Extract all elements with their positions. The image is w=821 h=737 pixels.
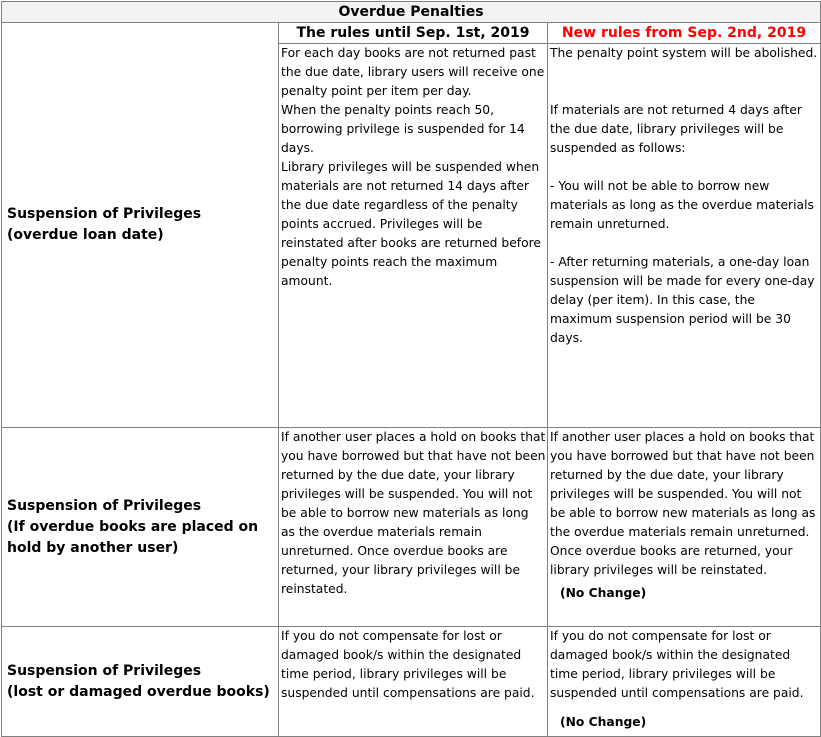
row-label-line: (lost or damaged overdue books) [7, 683, 270, 700]
table-title: Overdue Penalties [2, 2, 821, 23]
row-label-line: hold by another user) [7, 539, 179, 556]
paragraph: The penalty point system will be abolished. [550, 46, 818, 60]
old-rules-lost-or-damaged [279, 627, 548, 737]
paragraph: If another user places a hold on books that you have borrowed but that have not been returned by the due date, your library privileges will be suspended. You will not be able to borrow new materials as long as the overdue materials remain unreturned. Once overdue books are returned, your library privileges will be reinstated. [281, 430, 546, 596]
overdue-penalties-table [1, 1, 821, 737]
paragraph: If you do not compensate for lost or damaged book/s within the designated time period, library privileges will be suspended until compensations are paid. [281, 629, 535, 700]
row-label-line: Suspension of Privileges [7, 662, 202, 679]
row-label-hold-by-another-user [2, 428, 279, 627]
row-label-line: Suspension of Privileges [7, 497, 202, 514]
row-label-line: (If overdue books are placed on [7, 518, 259, 535]
old-rules-hold-by-another-user [279, 428, 548, 627]
new-rules-lost-or-damaged [548, 627, 821, 737]
header-old-rules: The rules until Sep. 1st, 2019 [279, 23, 548, 44]
header-new-rules: New rules from Sep. 2nd, 2019 [548, 23, 821, 44]
row-label-overdue-loan-date [2, 23, 279, 428]
row-label-line: Suspension of Privileges [7, 206, 202, 222]
no-change-note: (No Change) [560, 586, 647, 600]
paragraph: For each day books are not returned past the due date, library users will receive one penalty point per item per day. [281, 46, 545, 98]
new-rules-hold-by-another-user [548, 428, 821, 627]
row-label-line: (overdue loan date) [7, 227, 164, 243]
paragraph: If another user places a hold on books that you have borrowed but that have not been returned by the due date, your library privileges will be suspended. You will not be able to borrow new materials as long as the overdue materials remain unreturned. Once overdue books are returned, your library privileges will be reinstated. [550, 430, 816, 577]
paragraph: - After returning materials, a one-day loan suspension will be made for every one-day delay (per item). In this case, the maximum suspension period will be 30 days. [550, 255, 815, 345]
new-rules-overdue-loan-date [548, 44, 821, 428]
paragraph: If materials are not returned 4 days after the due date, library privileges will be suspended as follows: [550, 103, 802, 155]
paragraph: If you do not compensate for lost or damaged book/s within the designated time period, library privileges will be suspended until compensations are paid. [550, 629, 804, 700]
row-label-lost-or-damaged [2, 627, 279, 737]
paragraph: Library privileges will be suspended when materials are not returned 14 days after the due date regardless of the penalty points accrued. Privileges will be reinstated after books are returned before penalty points reach the maximum amount. [281, 160, 541, 288]
paragraph: - You will not be able to borrow new materials as long as the overdue materials remain unreturned. [550, 179, 814, 231]
no-change-note: (No Change) [560, 715, 647, 729]
old-rules-overdue-loan-date [279, 44, 548, 428]
paragraph: When the penalty points reach 50, borrowing privilege is suspended for 14 days. [281, 103, 525, 155]
